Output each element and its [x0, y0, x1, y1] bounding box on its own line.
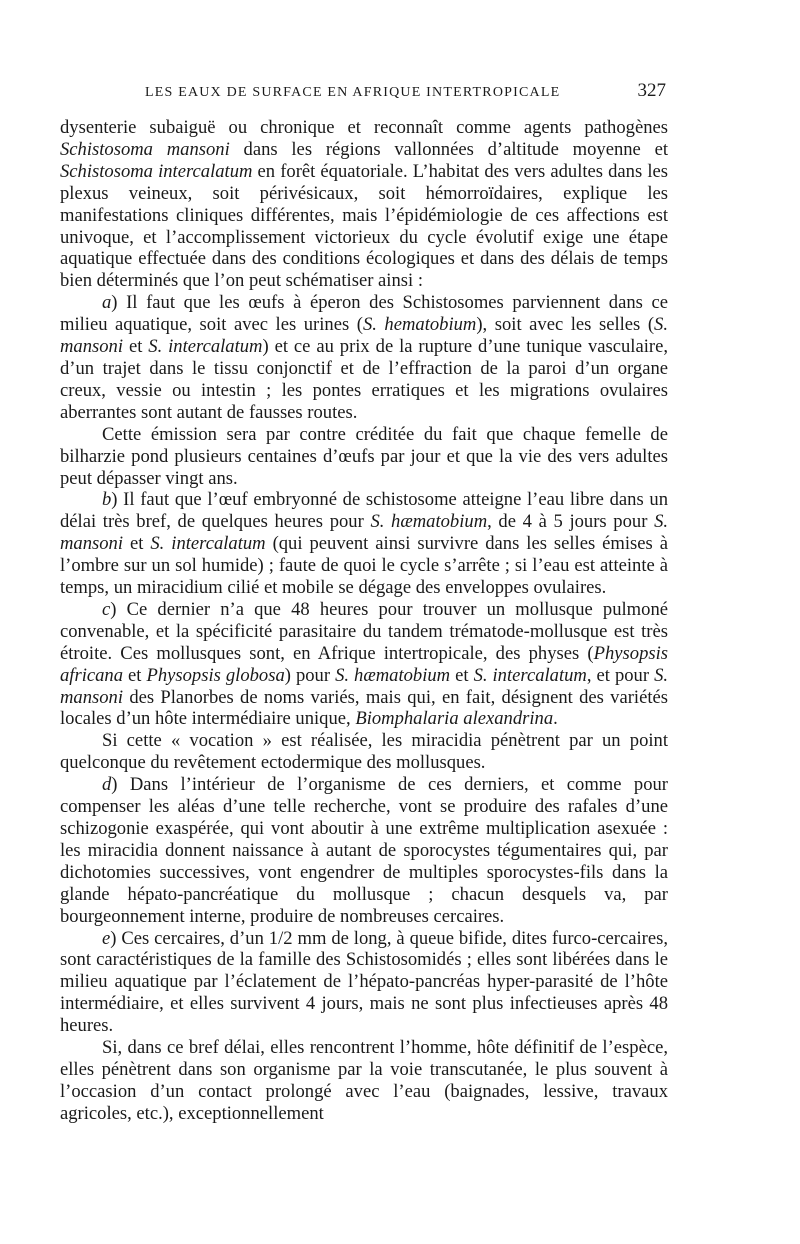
italic-run: c: [102, 598, 111, 620]
text-run: et: [450, 664, 474, 686]
italic-run: Physopsis globosa: [146, 664, 285, 686]
paragraph: [60, 599, 668, 730]
text-run: , de 4 à 5 jours pour: [487, 511, 655, 533]
text-run: ) Dans l’intérieur de l’organisme de ces derniers, et comme pour compenser les aléas d’une telle recherche, vont se produire des rafales d’une schizogonie exaspérée, qui vont aboutir à une extrême multiplication asexuée : les miracidia donnent naissance à autant de sporocystes tégumentaires qui, par dichotomies successives, vont engendrer de multiples sporocystes-fils dans la glande hépato-pancréatique du mollusque ; chacun desquels va, par bourgeonnement interne, produire de nombreuses cercaires.: [60, 774, 668, 927]
paragraph: [60, 928, 668, 1038]
text-run: Cette émission sera par contre créditée du fait que chaque femelle de bilharzie pond plusieurs centaines d’œufs par jour et que la vie des vers adultes peut dépasser vingt ans.: [60, 423, 668, 489]
italic-run: Schistosoma intercalatum: [60, 160, 253, 182]
text-run: et: [123, 336, 149, 358]
text-run: .: [553, 708, 558, 730]
italic-run: S. hæmatobium: [335, 664, 451, 686]
italic-run: Physopsis africana: [60, 642, 668, 686]
text-run: Si cette « vocation » est réalisée, les miracidia pénètrent par un point quelconque du revêtement ectodermique des mollusques.: [60, 730, 668, 774]
text-run: Si, dans ce bref délai, elles rencontrent l’homme, hôte définitif de l’espèce, elles pénètrent dans son organisme par la voie transcutanée, le plus souvent à l’occasion d’un contact prolongé avec l’eau (baignades, lessive, travaux agricoles, etc.), exceptionnellement: [60, 1037, 668, 1124]
page-number: 327: [637, 80, 666, 101]
text-run: ) Ce dernier n’a que 48 heures pour trouver un mollusque pulmoné convenable, et la spécificité parasitaire du tandem trématode-mollusque est très étroite. Ces mollusques sont, en Afrique intertropicale, des physes (: [60, 598, 668, 664]
paragraph: [60, 489, 668, 599]
running-title: LES EAUX DE SURFACE EN AFRIQUE INTERTROPICALE: [145, 85, 561, 100]
text-run: et: [123, 664, 147, 686]
paragraph: [60, 730, 668, 774]
italic-run: S. intercalatum: [148, 336, 263, 358]
italic-run: S. intercalatum: [150, 533, 266, 555]
italic-run: b: [102, 489, 112, 511]
text-run: dans les régions vallonnées d’altitude moyenne et: [229, 138, 668, 160]
italic-run: S. hematobium: [362, 314, 477, 336]
italic-run: S. intercalatum: [473, 664, 587, 686]
paragraph: [60, 117, 668, 292]
text-run: ), soit avec les selles (: [476, 314, 655, 336]
italic-run: e: [102, 927, 111, 949]
text-run: et: [123, 533, 151, 555]
text-run: ) Ces cercaires, d’un 1/2 mm de long, à queue bifide, dites furco-cercaires, sont caractéristiques de la famille des Schistosomidés ; elles sont libérées dans le milieu aquatique par l’éclatement de l’hépato-pancréas hyper-parasité de l’hôte intermédiaire, et elles survivent 4 jours, mais ne sont plus infectieuses après 48 heures.: [60, 927, 668, 1037]
text-run: , et pour: [586, 664, 655, 686]
italic-run: d: [102, 774, 112, 796]
running-header: [145, 80, 666, 102]
paragraph: [60, 1037, 668, 1125]
text-run: dysenterie subaiguë ou chronique et reconnaît comme agents pathogènes: [60, 117, 668, 138]
italic-run: S. mansoni: [60, 664, 669, 708]
italic-run: S. hæmatobium: [370, 511, 488, 533]
italic-run: Biomphalaria alexandrina: [355, 708, 554, 730]
text-run: ) Il faut que l’œuf embryonné de schistosome atteigne l’eau libre dans un délai très bref, de quelques heures pour: [60, 489, 668, 533]
paragraph: [60, 774, 668, 927]
body-text: [60, 117, 668, 1125]
text-run: ) pour: [284, 664, 336, 686]
text-run: (qui peuvent ainsi survivre dans les selles émises à l’ombre sur un sol humide) ; faute de quoi le cycle s’arrête ; si l’eau est atteinte à temps, un miracidium cilié et mobile se dégage des enveloppes ovulaires.: [60, 533, 668, 599]
text-run: ) et ce au prix de la rupture d’une tunique vasculaire, d’un trajet dans le tissu conjonctif et de l’effraction de la paroi d’un organe creux, vessie ou intestin ; les pontes erratiques et les migrations ovulaires aberrantes sont autant de fausses routes.: [60, 336, 668, 423]
italic-run: a: [102, 292, 112, 314]
text-run: des Planorbes de noms variés, mais qui, en fait, désignent des variétés locales d’un hôte intermédiaire unique,: [60, 686, 668, 730]
paragraph: [60, 424, 668, 490]
paragraph: [60, 292, 668, 423]
text-run: en forêt équatoriale. L’habitat des vers adultes dans les plexus veineux, soit périvésicaux, soit hémorroïdaires, explique les manifestations cliniques différentes, mais l’épidémiologie de ces affections est univoque, et l’accomplissement victorieux du cycle évolutif exige une étape aquatique effectuée dans des conditions écologiques et dans des délais de temps bien déterminés que l’on peut schématiser ainsi :: [60, 160, 668, 292]
italic-run: S. mansoni: [60, 314, 668, 358]
italic-run: Schistosoma mansoni: [60, 138, 230, 160]
text-run: ) Il faut que les œufs à éperon des Schistosomes parviennent dans ce milieu aquatique, soit avec les urines (: [60, 292, 668, 336]
italic-run: S. mansoni: [60, 511, 669, 555]
